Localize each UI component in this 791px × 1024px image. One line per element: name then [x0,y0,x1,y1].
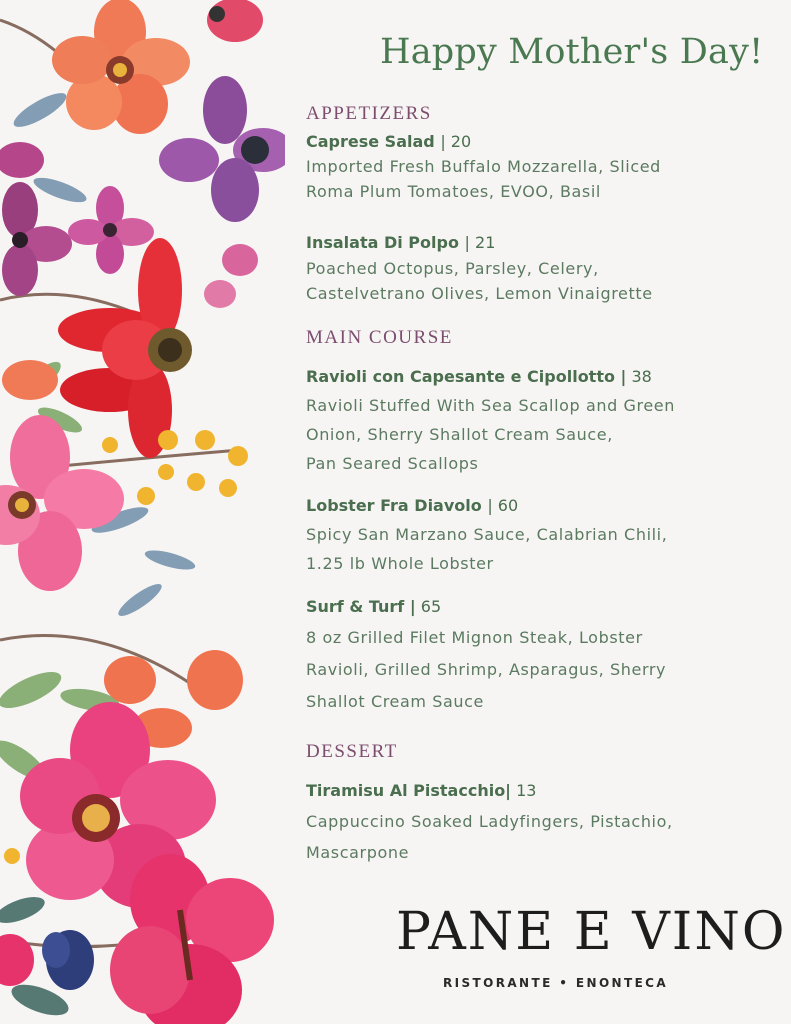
floral-border-illustration [0,0,285,1024]
item-description-line: Imported Fresh Buffalo Mozzarella, Sliced [306,157,661,176]
item-price: | 20 [440,132,472,151]
item-description-line: Ravioli, Grilled Shrimp, Asparagus, Sherry [306,660,667,679]
menu-item-name [306,132,471,151]
item-description-line: Spicy San Marzano Sauce, Calabrian Chili, [306,525,668,544]
menu-item-name [306,233,495,252]
item-description-line: Mascarpone [306,843,410,862]
item-title: Tiramisu Al Pistacchio| [306,781,512,800]
item-description-line: Shallot Cream Sauce [306,692,485,711]
item-description-line: Roma Plum Tomatoes, EVOO, Basil [306,182,601,201]
menu-item-name [306,781,536,800]
menu-item-name [306,597,441,616]
item-description-line: Cappuccino Soaked Ladyfingers, Pistachio, [306,812,673,831]
item-description-line: Ravioli Stuffed With Sea Scallop and Green [306,396,675,415]
item-price: 65 [415,597,442,616]
restaurant-logo: PANE E VINO [396,902,787,962]
menu-item-name [306,496,518,515]
page-title: Happy Mother's Day! [380,32,764,72]
item-title: Insalata Di Polpo [306,233,459,252]
item-title: Ravioli con Capesante e Cipollotto | [306,367,627,386]
item-description-line: Poached Octopus, Parsley, Celery, [306,259,599,278]
item-title: Lobster Fra Diavolo [306,496,482,515]
item-price: 13 [511,781,537,800]
section-heading-dessert: DESSERT [306,741,398,762]
item-price: 38 [626,367,652,386]
item-price: | 60 [487,496,519,515]
item-description-line: Pan Seared Scallops [306,454,479,473]
item-description-line: Onion, Sherry Shallot Cream Sauce, [306,425,613,444]
menu-item-name [306,367,652,386]
section-heading-appetizers: APPETIZERS [306,103,432,124]
restaurant-logo-subtitle: RISTORANTE • ENONTECA [443,976,669,990]
item-description-line: 1.25 lb Whole Lobster [306,554,494,573]
item-description-line: Castelvetrano Olives, Lemon Vinaigrette [306,284,653,303]
item-description-line: 8 oz Grilled Filet Mignon Steak, Lobster [306,628,643,647]
item-price: | 21 [464,233,496,252]
section-heading-main-course: MAIN COURSE [306,327,453,348]
item-title: Caprese Salad [306,132,435,151]
item-title: Surf & Turf | [306,597,416,616]
